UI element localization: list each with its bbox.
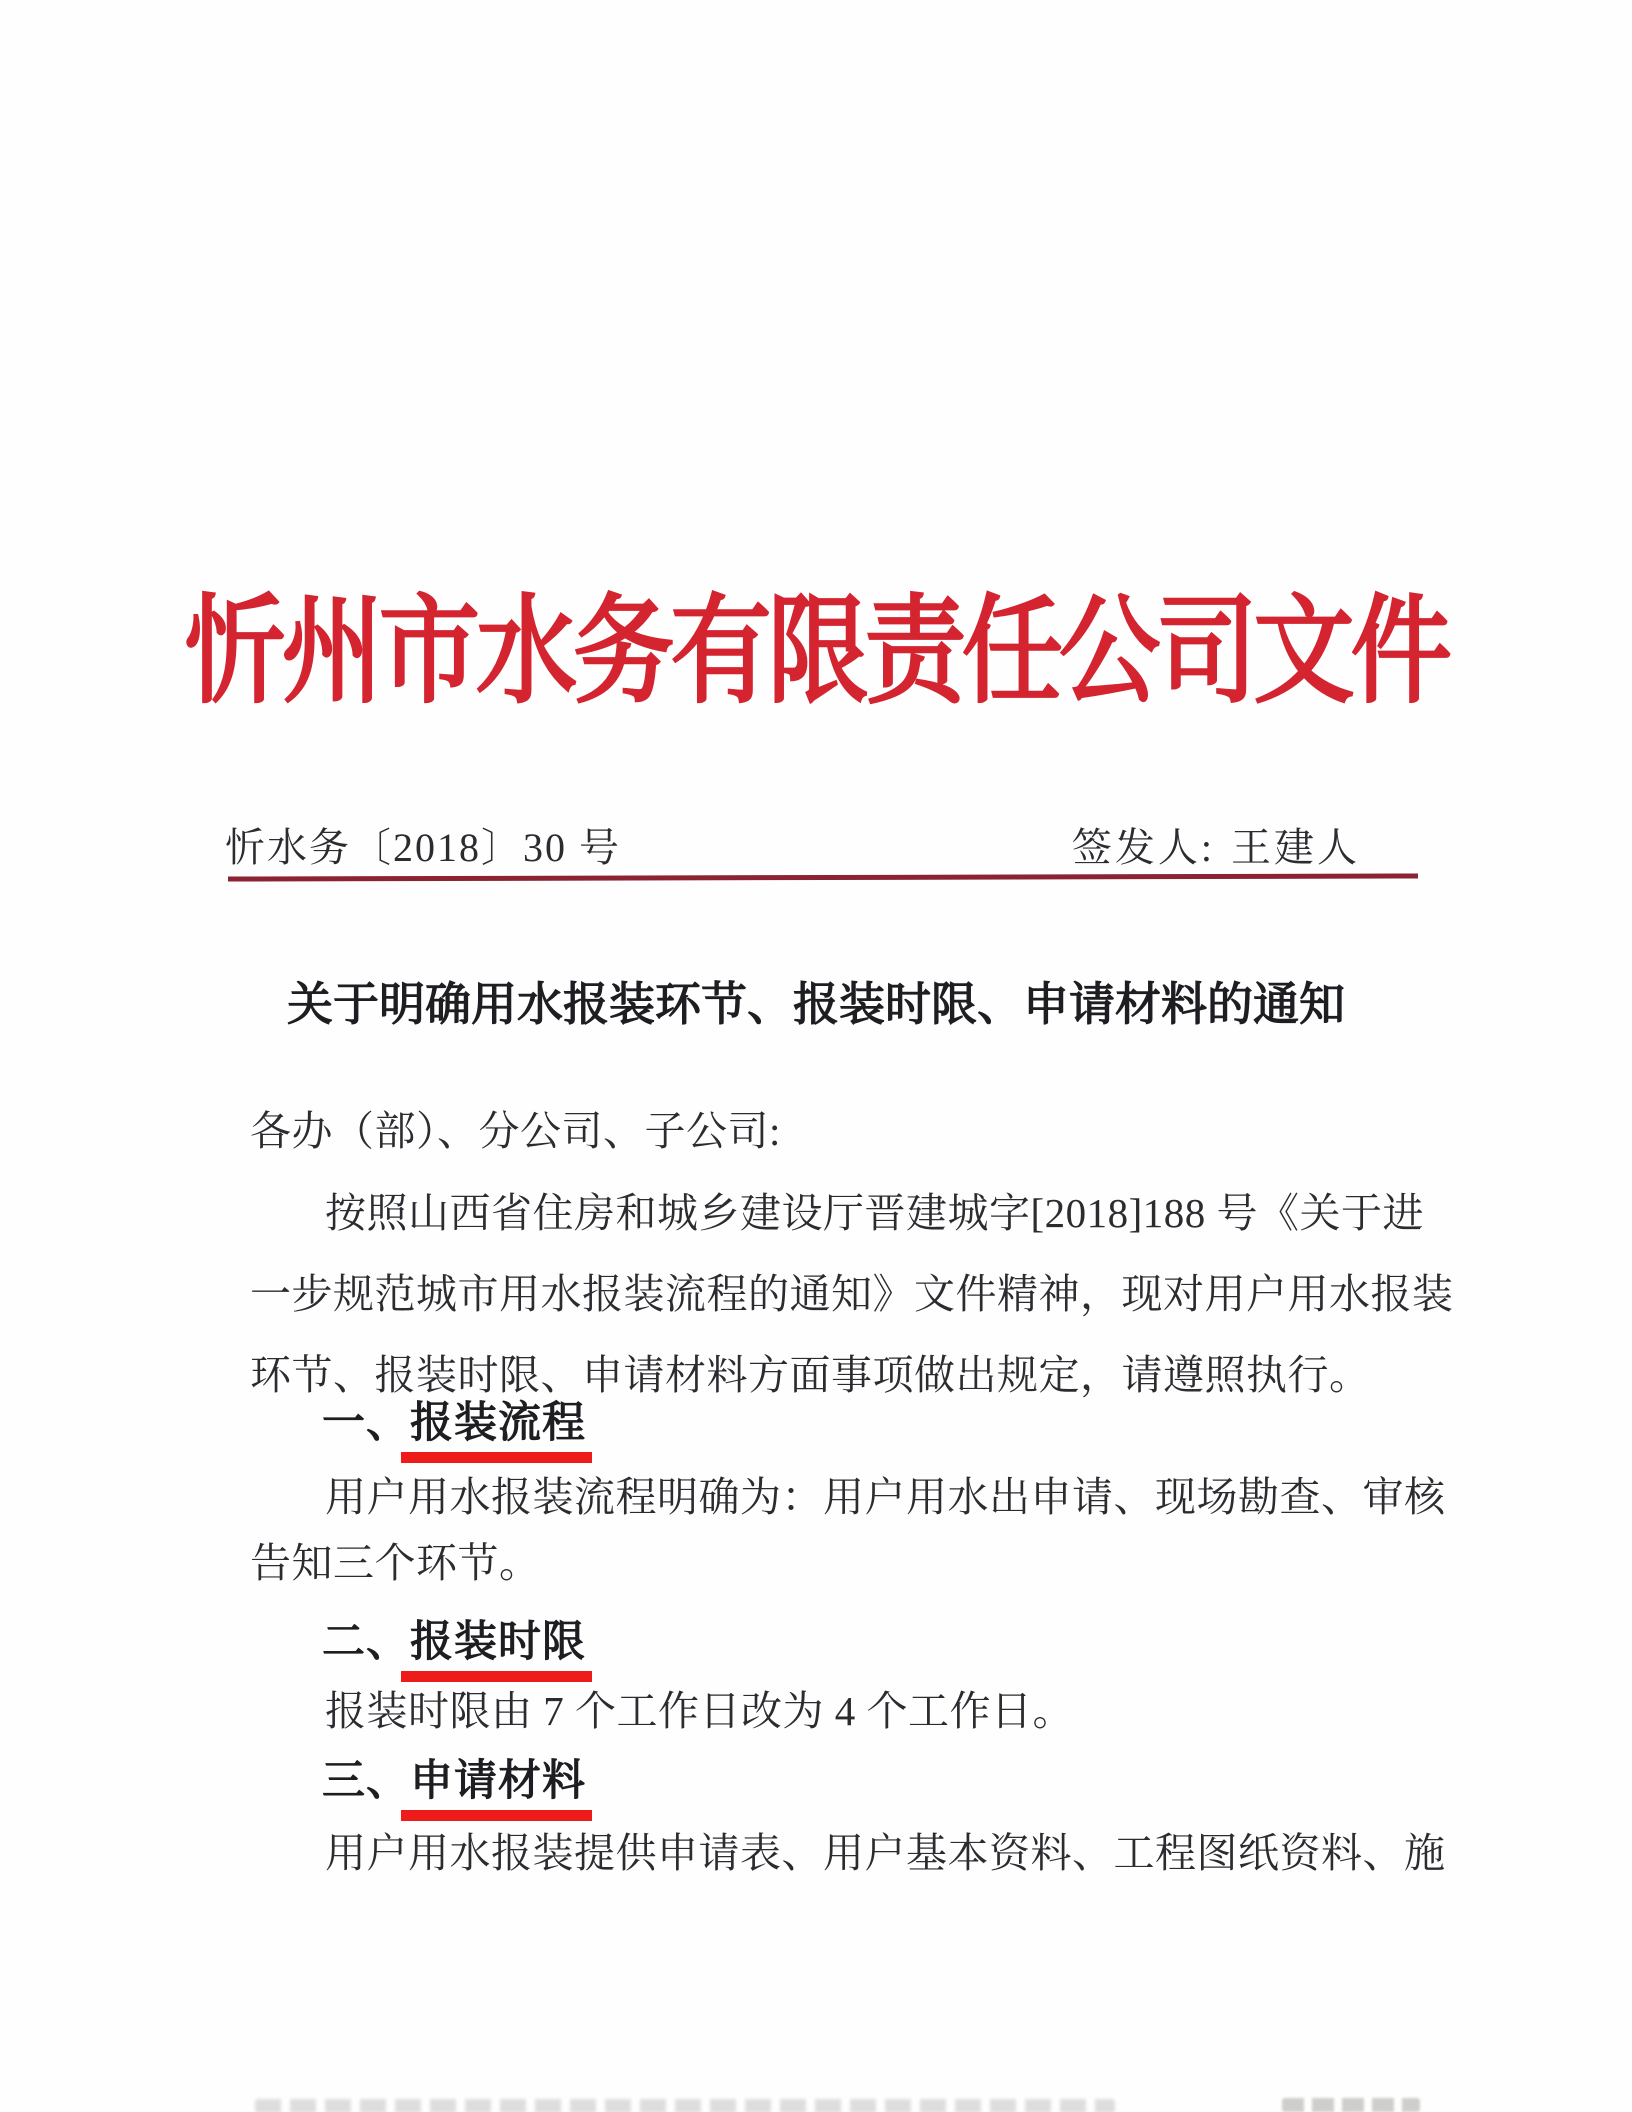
paragraph1-line2: 一步规范城市用水报装流程的通知》文件精神，现对用户用水报装	[250, 1271, 1454, 1317]
header-divider-rule	[228, 873, 1418, 881]
section3-line1: 用户用水报装提供申请表、用户基本资料、工程图纸资料、施	[325, 1830, 1446, 1876]
scan-cutoff-text-artifact-right	[1282, 2098, 1420, 2112]
section1-number: 一、	[322, 1400, 410, 1447]
document-number: 忻水务〔2018〕30 号	[225, 825, 621, 870]
section2-line1: 报装时限由 7 个工作日改为 4 个工作日。	[325, 1688, 1074, 1734]
issuer-label: 签发人:	[1071, 825, 1215, 870]
section2-term-red-underlined: 报装时限	[410, 1619, 586, 1666]
section3-term-red-underlined: 申请材料	[410, 1758, 586, 1805]
document-info-row	[225, 825, 1360, 870]
section1-heading	[322, 1399, 586, 1448]
section1-line2: 告知三个环节。	[250, 1540, 541, 1586]
company-masthead-title: 忻州市水务有限责任公司文件	[184, 587, 1448, 718]
section3-heading	[322, 1757, 586, 1806]
document-title: 关于明确用水报装环节、报装时限、申请材料的通知	[287, 979, 1345, 1030]
section3-number: 三、	[322, 1758, 410, 1805]
paragraph1-line1: 按照山西省住房和城乡建设厅晋建城字[2018]188 号《关于进	[325, 1190, 1425, 1236]
issuer-field	[1071, 825, 1360, 870]
section1-term-red-underlined: 报装流程	[410, 1400, 586, 1447]
scan-cutoff-text-artifact	[255, 2099, 1115, 2112]
section2-number: 二、	[322, 1619, 410, 1666]
paragraph1-line3: 环节、报装时限、申请材料方面事项做出规定，请遵照执行。	[250, 1352, 1371, 1398]
section1-line1: 用户用水报装流程明确为：用户用水出申请、现场勘查、审核	[325, 1474, 1446, 1520]
issuer-name: 王建人	[1231, 825, 1360, 870]
salutation-line: 各办（部）、分公司、子公司:	[250, 1108, 781, 1154]
section2-heading	[322, 1618, 586, 1667]
